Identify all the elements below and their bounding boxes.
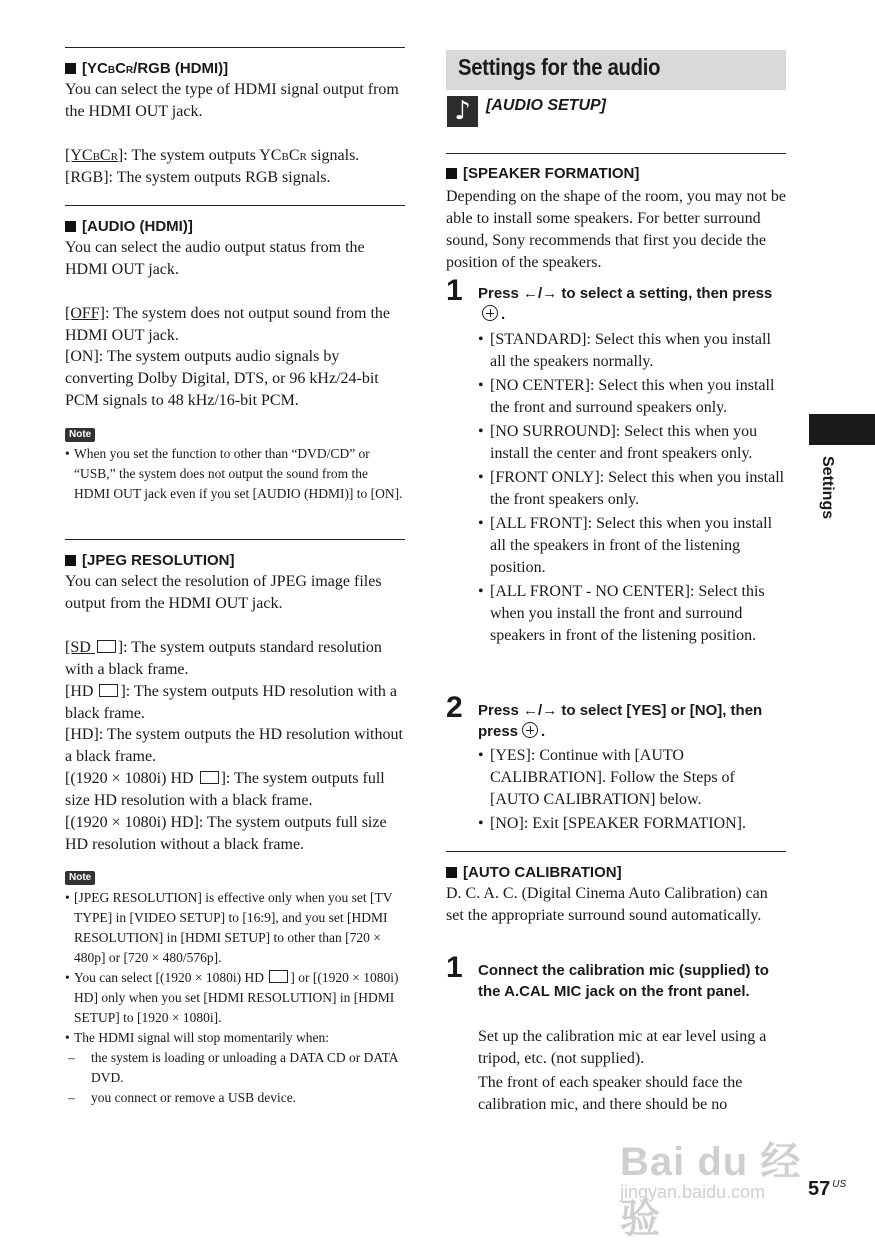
jpeg-option-hd: [HD]: The system outputs the HD resolution without a black frame. [65, 726, 403, 765]
square-bullet-icon [446, 867, 457, 878]
option-item: • [NO]: Exit [SPEAKER FORMATION]. [478, 813, 786, 835]
option-item: • [NO SURROUND]: Select this when you install the center and front speakers only. [478, 421, 786, 465]
option-item: • [NO CENTER]: Select this when you install the front and surround speakers only. [478, 375, 786, 419]
section-divider [446, 153, 786, 154]
ycbcr-heading: [YCBCR/RGB (HDMI)] [65, 60, 228, 77]
step-number: 2 [446, 691, 463, 724]
step-number: 1 [446, 274, 463, 307]
step-number: 1 [446, 951, 463, 984]
enter-button-icon [522, 722, 538, 738]
speaker-step-2-options [478, 745, 786, 837]
music-note-icon: ♪ [447, 96, 478, 127]
section-divider [65, 205, 405, 206]
square-bullet-icon [65, 221, 76, 232]
ycbcr-option-ycbcr: [YCBCR]: The system outputs YCBCR signals. [65, 147, 360, 164]
auto-calibration-heading: [AUTO CALIBRATION] [446, 864, 622, 881]
option-item: • [YES]: Continue with [AUTO CALIBRATION]. Follow the Steps of [AUTO CALIBRATION] below. [478, 745, 786, 811]
jpeg-resolution-heading: [JPEG RESOLUTION] [65, 552, 235, 569]
note-item: • The HDMI signal will stop momentarily when: [65, 1028, 405, 1048]
note-item: • When you set the function to other than “DVD/CD” or “USB,” the system does not output the sound from the HDMI OUT jack even if you set [AUDIO (HDMI)] to [ON]. [65, 444, 405, 504]
option-item: • [ALL FRONT]: Select this when you install all the speakers in front of the listening position. [478, 513, 786, 579]
note-badge: Note [65, 428, 95, 442]
ycbcr-description: You can select the type of HDMI signal output from the HDMI OUT jack. [65, 81, 399, 120]
jpeg-notes [65, 888, 405, 1108]
audio-hdmi-note [65, 444, 405, 504]
section-divider [446, 851, 786, 852]
option-item: • [ALL FRONT - NO CENTER]: Select this when you install the front and surround speakers in front of the listening position. [478, 581, 786, 647]
chapter-tab [809, 414, 875, 445]
square-bullet-icon [65, 63, 76, 74]
watermark-url: jingyan.baidu.com [620, 1182, 766, 1202]
chapter-tab-label: Settings [819, 456, 836, 520]
auto-calibration-text: Set up the calibration mic at ear level using a tripod, etc. (not supplied). [478, 1028, 767, 1067]
section-banner [446, 50, 786, 90]
option-item: • [FRONT ONLY]: Select this when you install the front speakers only. [478, 467, 786, 511]
note-badge: Note [65, 871, 95, 885]
audio-hdmi-option-on: [ON]: The system outputs audio signals by converting Dolby Digital, DTS, or 96 kHz/24-bit PCM signals to 48 kHz/16-bit PCM. [65, 348, 379, 409]
jpeg-option-sd: [SD ]: The system outputs standard resolution with a black frame. [65, 639, 382, 678]
audio-hdmi-option-off: [OFF]: The system does not output sound from the HDMI OUT jack. [65, 305, 391, 344]
jpeg-option-full-hd-frame: [(1920 × 1080i) HD ]: The system outputs full size HD resolution with a black frame. [65, 770, 385, 809]
jpeg-option-hd-frame: [HD ]: The system outputs HD resolution with a black frame. [65, 683, 398, 722]
note-item: • You can select [(1920 × 1080i) HD ] or [(1920 × 1080i) HD] only when you set [HDMI RESOLUTION] in [HDMI SETUP] to [1920 × 1080i]. [65, 968, 405, 1028]
black-frame-icon [269, 970, 288, 983]
section-divider [65, 47, 405, 48]
black-frame-icon [99, 684, 118, 697]
square-bullet-icon [446, 168, 457, 179]
enter-button-icon [482, 305, 498, 321]
audio-hdmi-description: You can select the audio output status from the HDMI OUT jack. [65, 239, 365, 278]
square-bullet-icon [65, 555, 76, 566]
auto-calibration-description: D. C. A. C. (Digital Cinema Auto Calibration) can set the appropriate surround sound automatically. [446, 885, 768, 924]
audio-setup-title: [AUDIO SETUP] [486, 97, 606, 114]
speaker-formation-description: Depending on the shape of the room, you may not be able to install some speakers. For better surround sound, Sony recommends that first you decide the position of the speakers. [446, 188, 786, 271]
speaker-step-1: Press ←/→ to select a setting, then press. [478, 285, 773, 323]
black-frame-icon [200, 771, 219, 784]
jpeg-option-full-hd: [(1920 × 1080i) HD]: The system outputs full size HD resolution without a black frame. [65, 814, 387, 853]
auto-calibration-step-1: Connect the calibration mic (supplied) to the A.CAL MIC jack on the front panel. [478, 962, 769, 1000]
ycbcr-option-rgb: [RGB]: The system outputs RGB signals. [65, 169, 331, 186]
audio-hdmi-heading: [AUDIO (HDMI)] [65, 218, 193, 235]
section-divider [65, 539, 405, 540]
auto-calibration-text: The front of each speaker should face the calibration mic, and there should be no [478, 1074, 743, 1113]
note-sub-item: – the system is loading or unloading a DATA CD or DATA DVD. [65, 1048, 405, 1088]
banner-title: Settings for the audio [458, 54, 661, 80]
watermark-text: Bai du 经验 [620, 1140, 802, 1241]
speaker-step-1-options [478, 329, 786, 649]
page-number: 57 $^{US}$ [808, 1178, 847, 1200]
black-frame-icon [97, 640, 116, 653]
jpeg-description: You can select the resolution of JPEG image files output from the HDMI OUT jack. [65, 573, 382, 612]
watermark-logo [620, 1120, 820, 1241]
option-item: • [STANDARD]: Select this when you install all the speakers normally. [478, 329, 786, 373]
note-item: • [JPEG RESOLUTION] is effective only when you set [TV TYPE] in [VIDEO SETUP] to [16:9], and you set [HDMI RESOLUTION] in [HDMI SETUP] to other than [720 × 480p] or [720 × 480/576p]. [65, 888, 405, 968]
speaker-formation-heading: [SPEAKER FORMATION] [446, 165, 639, 182]
speaker-step-2: Press ←/→ to select [YES] or [NO], then press . [478, 702, 763, 740]
note-sub-item: – you connect or remove a USB device. [65, 1088, 405, 1108]
